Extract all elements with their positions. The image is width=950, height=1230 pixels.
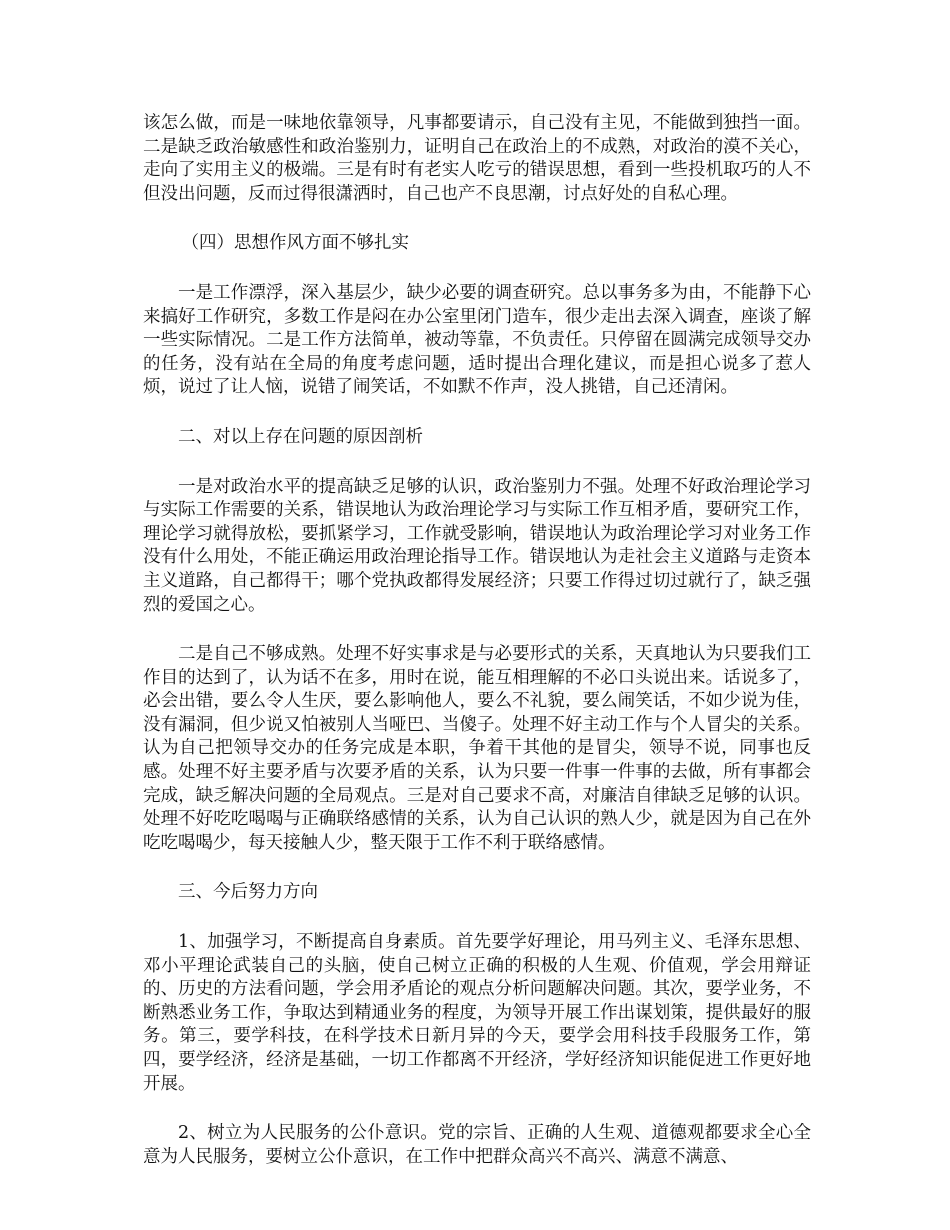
paragraph-two-b: 二是自己不够成熟。处理不好实事求是与必要形式的关系，天真地认为只要我们工作目的达到了，认为话不在多，用时在说，能互相理解的不必口头说出来。话说多了，必会出错，要么令人生厌，要么影响他人，要么不礼貌，要么闹笑话，不如少说为佳，没有漏洞，但少说又怕被别人当哑巴、当傻子。处理不好主动工作与个人冒尖的关系。认为自己把领导交办的任务完成是本职，争着干其他的是冒尖，领导不说，同事也反感。处理不好主要矛盾与次要矛盾的关系，认为只要一件事一件事的去做，所有事都会完成，缺乏解决问题的全局观点。三是对自己要求不高，对廉洁自律缺乏足够的认识。处理不好吃吃喝喝与正确联络感情的关系，认为自己认识的熟人少，就是因为自己在外吃吃喝喝少，每天接触人少，整天限于工作不利于联络感情。 [143, 644, 811, 853]
paragraph-three-1: 1、加强学习，不断提高自身素质。首先要学好理论，用马列主义、毛泽东思想、邓小平理论武装自己的头脑，使自己树立正确的积极的人生观、价值观，学会用辩证的、历史的方法看问题，学会用矛盾论的观点分析问题解决问题。其次，要学业务，不断熟悉业务工作，争取达到精通业务的程度，为领导开展工作出谋划策，提供最好的服务。第三，要学科技，在科学技术日新月异的今天，要学会用科技手段服务工作，第四，要学经济，经济是基础，一切工作都离不开经济，学好经济知识能促进工作更好地开展。 [143, 932, 811, 1094]
section-heading-four: （四）思想作风方面不够扎实 [181, 233, 409, 254]
document-body [143, 112, 811, 1169]
paragraph-three-2: 2、树立为人民服务的公仆意识。党的宗旨、正确的人生观、道德观都要求全心全意为人民服务，要树立公仆意识，在工作中把群众高兴不高兴、满意不满意、 [143, 1123, 811, 1167]
section-heading-three: 三、今后努力方向 [178, 882, 318, 903]
paragraph-two-a: 一是对政治水平的提高缺乏足够的认识，政治鉴别力不强。处理不好政治理论学习与实际工作需要的关系，错误地认为政治理论学习与实际工作互相矛盾，要研究工作，理论学习就得放松，要抓紧学习，工作就受影响，错误地认为政治理论学习对业务工作没有什么用处，不能正确运用政治理论指导工作。错误地认为走社会主义道路与走资本主义道路，自己都得干；哪个党执政都得发展经济；只要工作得过切过就行了，缺乏强烈的爱国之心。 [143, 476, 811, 615]
paragraph-four: 一是工作漂浮，深入基层少，缺少必要的调查研究。总以事务多为由，不能静下心来搞好工作研究，多数工作是闷在办公室里闭门造车，很少走出去深入调查，座谈了解一些实际情况。二是工作方法简单，被动等靠，不负责任。只停留在圆满完成领导交办的任务，没有站在全局的角度考虑问题，适时提出合理化建议，而是担心说多了惹人烦，说过了让人恼，说错了闹笑话，不如默不作声，没人挑错，自己还清闲。 [143, 282, 811, 398]
section-heading-two: 二、对以上存在问题的原因剖析 [178, 426, 423, 447]
paragraph-intro: 该怎么做，而是一味地依靠领导，凡事都要请示，自己没有主见，不能做到独挡一面。二是缺乏政治敏感性和政治鉴别力，证明自己在政治上的不成熟，对政治的漠不关心，走向了实用主义的极端。三是有时有老实人吃亏的错误思想，看到一些投机取巧的人不但没出问题，反而过得很潇洒时，自己也产不良思潮，讨点好处的自私心理。 [143, 113, 811, 204]
